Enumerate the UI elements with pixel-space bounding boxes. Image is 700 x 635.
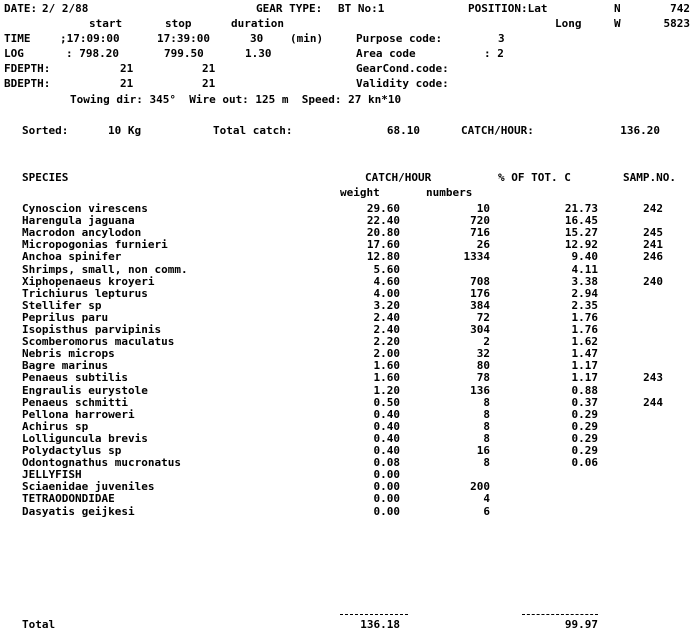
log-start: : 798.20 [66,47,119,60]
col-stop-header: stop [165,17,192,30]
pct-value: 0.29 [571,432,598,445]
purpose-code-label: Purpose code: [356,32,443,45]
weight-value: 1.60 [373,371,400,384]
pct-value: 4.11 [571,263,598,276]
weight-value: 17.60 [366,238,400,251]
weight-value: 2.00 [373,347,400,360]
species-name: Peprilus paru [22,311,109,324]
date-label: DATE: [4,2,38,15]
numbers-value: 200 [470,480,490,493]
date-value: 2/ 2/88 [42,2,89,15]
species-name: JELLYFISH [22,468,82,481]
weight-value: 4.00 [373,287,400,300]
catch-hour-value: 136.20 [620,124,660,137]
pct-value: 1.17 [571,359,598,372]
bdepth-stop: 21 [202,77,216,90]
weight-total-rule [340,614,408,615]
weight-value: 0.40 [373,432,400,445]
species-name: Sciaenidae juveniles [22,480,155,493]
species-name: Trichiurus lepturus [22,287,148,300]
pct-value: 1.17 [571,371,598,384]
species-name: Penaeus subtilis [22,371,128,384]
total-weight: 136.18 [360,618,400,631]
species-name: Achirus sp [22,420,89,433]
weight-value: 3.20 [373,299,400,312]
fdepth-start: 21 [120,62,134,75]
long-hemisphere: W [614,17,621,30]
gear-type-value: BT No:1 [338,2,385,15]
bdepth-label: BDEPTH: [4,77,51,90]
species-name: Anchoa spinifer [22,250,122,263]
area-code-value: : 2 [484,47,504,60]
log-duration: 1.30 [245,47,272,60]
species-name: Macrodon ancylodon [22,226,142,239]
pct-value: 1.76 [571,311,598,324]
numbers-value: 16 [476,444,490,457]
pct-value: 0.37 [571,396,598,409]
numbers-value: 80 [476,359,490,372]
numbers-value: 716 [470,226,490,239]
pct-value: 0.29 [571,408,598,421]
samp-no-value: 240 [643,275,663,288]
pct-value: 0.88 [571,384,598,397]
log-label: LOG [4,47,24,60]
pct-value: 9.40 [571,250,598,263]
weight-value: 1.20 [373,384,400,397]
pct-value: 2.35 [571,299,598,312]
total-label: Total [22,618,56,631]
species-name: Nebris microps [22,347,115,360]
time-stop: 17:39:00 [157,32,210,45]
species-name: Engraulis eurystole [22,384,148,397]
weight-value: 29.60 [366,202,400,215]
samp-no-header: SAMP.NO. [623,171,676,184]
weight-value: 0.40 [373,444,400,457]
numbers-value: 32 [476,347,490,360]
samp-no-value: 245 [643,226,663,239]
species-name: Cynoscion virescens [22,202,148,215]
species-name: TETRAODONDIDAE [22,492,115,505]
weight-value: 4.60 [373,275,400,288]
pct-value: 0.29 [571,444,598,457]
numbers-value: 176 [470,287,490,300]
weight-value: 5.60 [373,263,400,276]
sorted-value: 10 Kg [108,124,142,137]
pct-total-header: % OF TOT. C [498,171,571,184]
numbers-value: 304 [470,323,490,336]
total-catch-value: 68.10 [386,124,420,137]
validity-code-label: Validity code: [356,77,449,90]
species-name: Micropogonias furnieri [22,238,168,251]
lat-hemisphere: N [614,2,621,15]
samp-no-value: 242 [643,202,663,215]
numbers-value: 8 [483,432,490,445]
pct-total-rule [522,614,598,615]
pct-value: 0.06 [571,456,598,469]
species-header: SPECIES [22,171,69,184]
weight-value: 1.60 [373,359,400,372]
species-name: Harengula jaguana [22,214,135,227]
gearcond-code-label: GearCond.code: [356,62,449,75]
gear-type-label: GEAR TYPE: [256,2,323,15]
time-start: ;17:09:00 [60,32,120,45]
pct-value: 1.76 [571,323,598,336]
species-name: Stellifer sp [22,299,102,312]
numbers-value: 4 [483,492,490,505]
time-unit: (min) [290,32,324,45]
numbers-value: 72 [476,311,490,324]
numbers-value: 8 [483,420,490,433]
numbers-value: 26 [476,238,490,251]
numbers-value: 136 [470,384,490,397]
weight-value: 0.00 [373,492,400,505]
weight-value: 0.40 [373,408,400,421]
numbers-value: 10 [476,202,490,215]
pct-value: 1.62 [571,335,598,348]
weight-value: 0.40 [373,420,400,433]
time-label: TIME [4,32,31,45]
pct-value: 2.94 [571,287,598,300]
pct-value: 12.92 [564,238,598,251]
catch-hour-header: CATCH/HOUR [365,171,432,184]
species-name: Scomberomorus maculatus [22,335,175,348]
position-label: POSITION:Lat [468,2,548,15]
species-name: Xiphopenaeus kroyeri [22,275,155,288]
samp-no-value: 243 [643,371,663,384]
sorted-label: Sorted: [22,124,69,137]
lat-value: 742 [670,2,690,15]
numbers-value: 8 [483,456,490,469]
species-name: Polydactylus sp [22,444,122,457]
species-name: Bagre marinus [22,359,109,372]
pct-value: 21.73 [564,202,598,215]
numbers-header: numbers [426,186,473,199]
pct-value: 15.27 [564,226,598,239]
numbers-value: 1334 [463,250,490,263]
weight-value: 12.80 [366,250,400,263]
weight-value: 2.40 [373,311,400,324]
long-value: 5823 [663,17,690,30]
numbers-value: 720 [470,214,490,227]
species-name: Penaeus schmitti [22,396,128,409]
weight-value: 0.00 [373,505,400,518]
samp-no-value: 246 [643,250,663,263]
col-duration-header: duration [231,17,284,30]
purpose-code-value: 3 [498,32,505,45]
species-name: Dasyatis geijkesi [22,505,135,518]
bdepth-start: 21 [120,77,134,90]
pct-value: 0.29 [571,420,598,433]
fdepth-label: FDEPTH: [4,62,51,75]
species-name: Lolliguncula brevis [22,432,148,445]
weight-value: 22.40 [366,214,400,227]
pct-value: 16.45 [564,214,598,227]
numbers-value: 8 [483,396,490,409]
samp-no-value: 244 [643,396,663,409]
col-start-header: start [89,17,123,30]
weight-value: 0.00 [373,480,400,493]
log-stop: 799.50 [164,47,204,60]
time-duration: 30 [250,32,264,45]
numbers-value: 6 [483,505,490,518]
samp-no-value: 241 [643,238,663,251]
species-name: Odontognathus mucronatus [22,456,181,469]
species-name: Isopisthus parvipinis [22,323,162,336]
species-name: Shrimps, small, non comm. [22,263,188,276]
weight-value: 20.80 [366,226,400,239]
weight-value: 0.08 [373,456,400,469]
numbers-value: 8 [483,408,490,421]
catch-hour-label: CATCH/HOUR: [461,124,534,137]
area-code-label: Area code [356,47,416,60]
pct-value: 1.47 [571,347,598,360]
weight-header: weight [340,186,380,199]
numbers-value: 384 [470,299,490,312]
total-catch-label: Total catch: [213,124,293,137]
towing-info: Towing dir: 345° Wire out: 125 m Speed: 27 kn*10 [70,93,402,106]
long-label: Long [555,17,582,30]
numbers-value: 78 [476,371,490,384]
numbers-value: 2 [483,335,490,348]
weight-value: 2.40 [373,323,400,336]
weight-value: 0.00 [373,468,400,481]
total-pct: 99.97 [564,618,598,631]
species-name: Pellona harroweri [22,408,135,421]
pct-value: 3.38 [571,275,598,288]
weight-value: 0.50 [373,396,400,409]
fdepth-stop: 21 [202,62,216,75]
numbers-value: 708 [470,275,490,288]
weight-value: 2.20 [373,335,400,348]
